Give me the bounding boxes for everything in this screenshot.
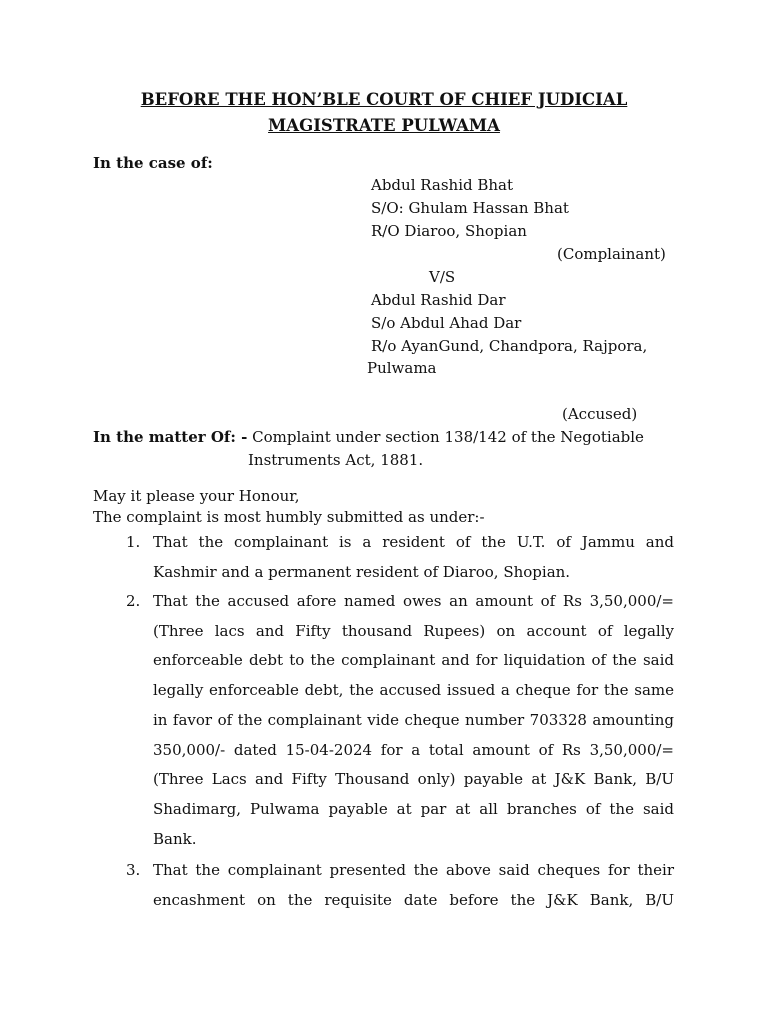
accused-residence-line-1: R/o AyanGund, Chandpora, Rajpora,	[371, 337, 648, 355]
list-item-number: 3.	[126, 861, 141, 879]
list-item-text: That the accused afore named owes an amount of Rs 3,50,000/= (Three lacs and Fifty thousand Rupees) on account of legally enforceable debt to the complainant and for liquidation of the said legally enforceable debt, the accused issued a cheque for the same in favor of the complainant vide cheque number 703328 amounting 350,000/- dated 15-04-2024 for a total amount of Rs 3,50,000/= (Three Lacs and Fifty Thousand only) payable at J&K Bank, B/U Shadimarg, Pulwama payable at par at all branches of the said Bank.	[153, 592, 674, 848]
accused-parent: S/o Abdul Ahad Dar	[371, 314, 522, 332]
complainant-parent: S/O: Ghulam Hassan Bhat	[371, 199, 569, 217]
court-heading-line-1: BEFORE THE HON’BLE COURT OF CHIEF JUDICIAL	[140, 90, 628, 109]
salutation: May it please your Honour,	[93, 487, 300, 505]
case-label: In the case of:	[93, 154, 213, 172]
court-heading-line-2: MAGISTRATE PULWAMA	[268, 116, 500, 135]
complainant-name: Abdul Rashid Bhat	[371, 176, 514, 194]
accused-residence-line-2: Pulwama	[367, 359, 437, 377]
list-item-number: 1.	[126, 533, 141, 551]
versus-label: V/S	[429, 268, 456, 286]
accused-role: (Accused)	[562, 405, 638, 423]
list-item-text: That the complainant is a resident of the U.T. of Jammu and Kashmir and a permanent resident of Diaroo, Shopian.	[153, 533, 674, 581]
matter-label: In the matter Of: -	[93, 428, 248, 446]
matter-line-2: Instruments Act, 1881.	[248, 451, 424, 469]
complainant-residence: R/O Diaroo, Shopian	[371, 222, 527, 240]
list-item-number: 2.	[126, 592, 141, 610]
accused-name: Abdul Rashid Dar	[371, 291, 506, 309]
intro-line: The complaint is most humbly submitted as under:-	[93, 508, 485, 526]
complainant-role: (Complainant)	[557, 245, 666, 263]
matter-line-1	[93, 427, 644, 447]
list-item-text: That the complainant presented the above said cheques for their encashment on the requisite date before the J&K Bank, B/U	[153, 861, 674, 909]
matter-text-line-1: Complaint under section 138/142 of the Negotiable	[252, 428, 644, 446]
